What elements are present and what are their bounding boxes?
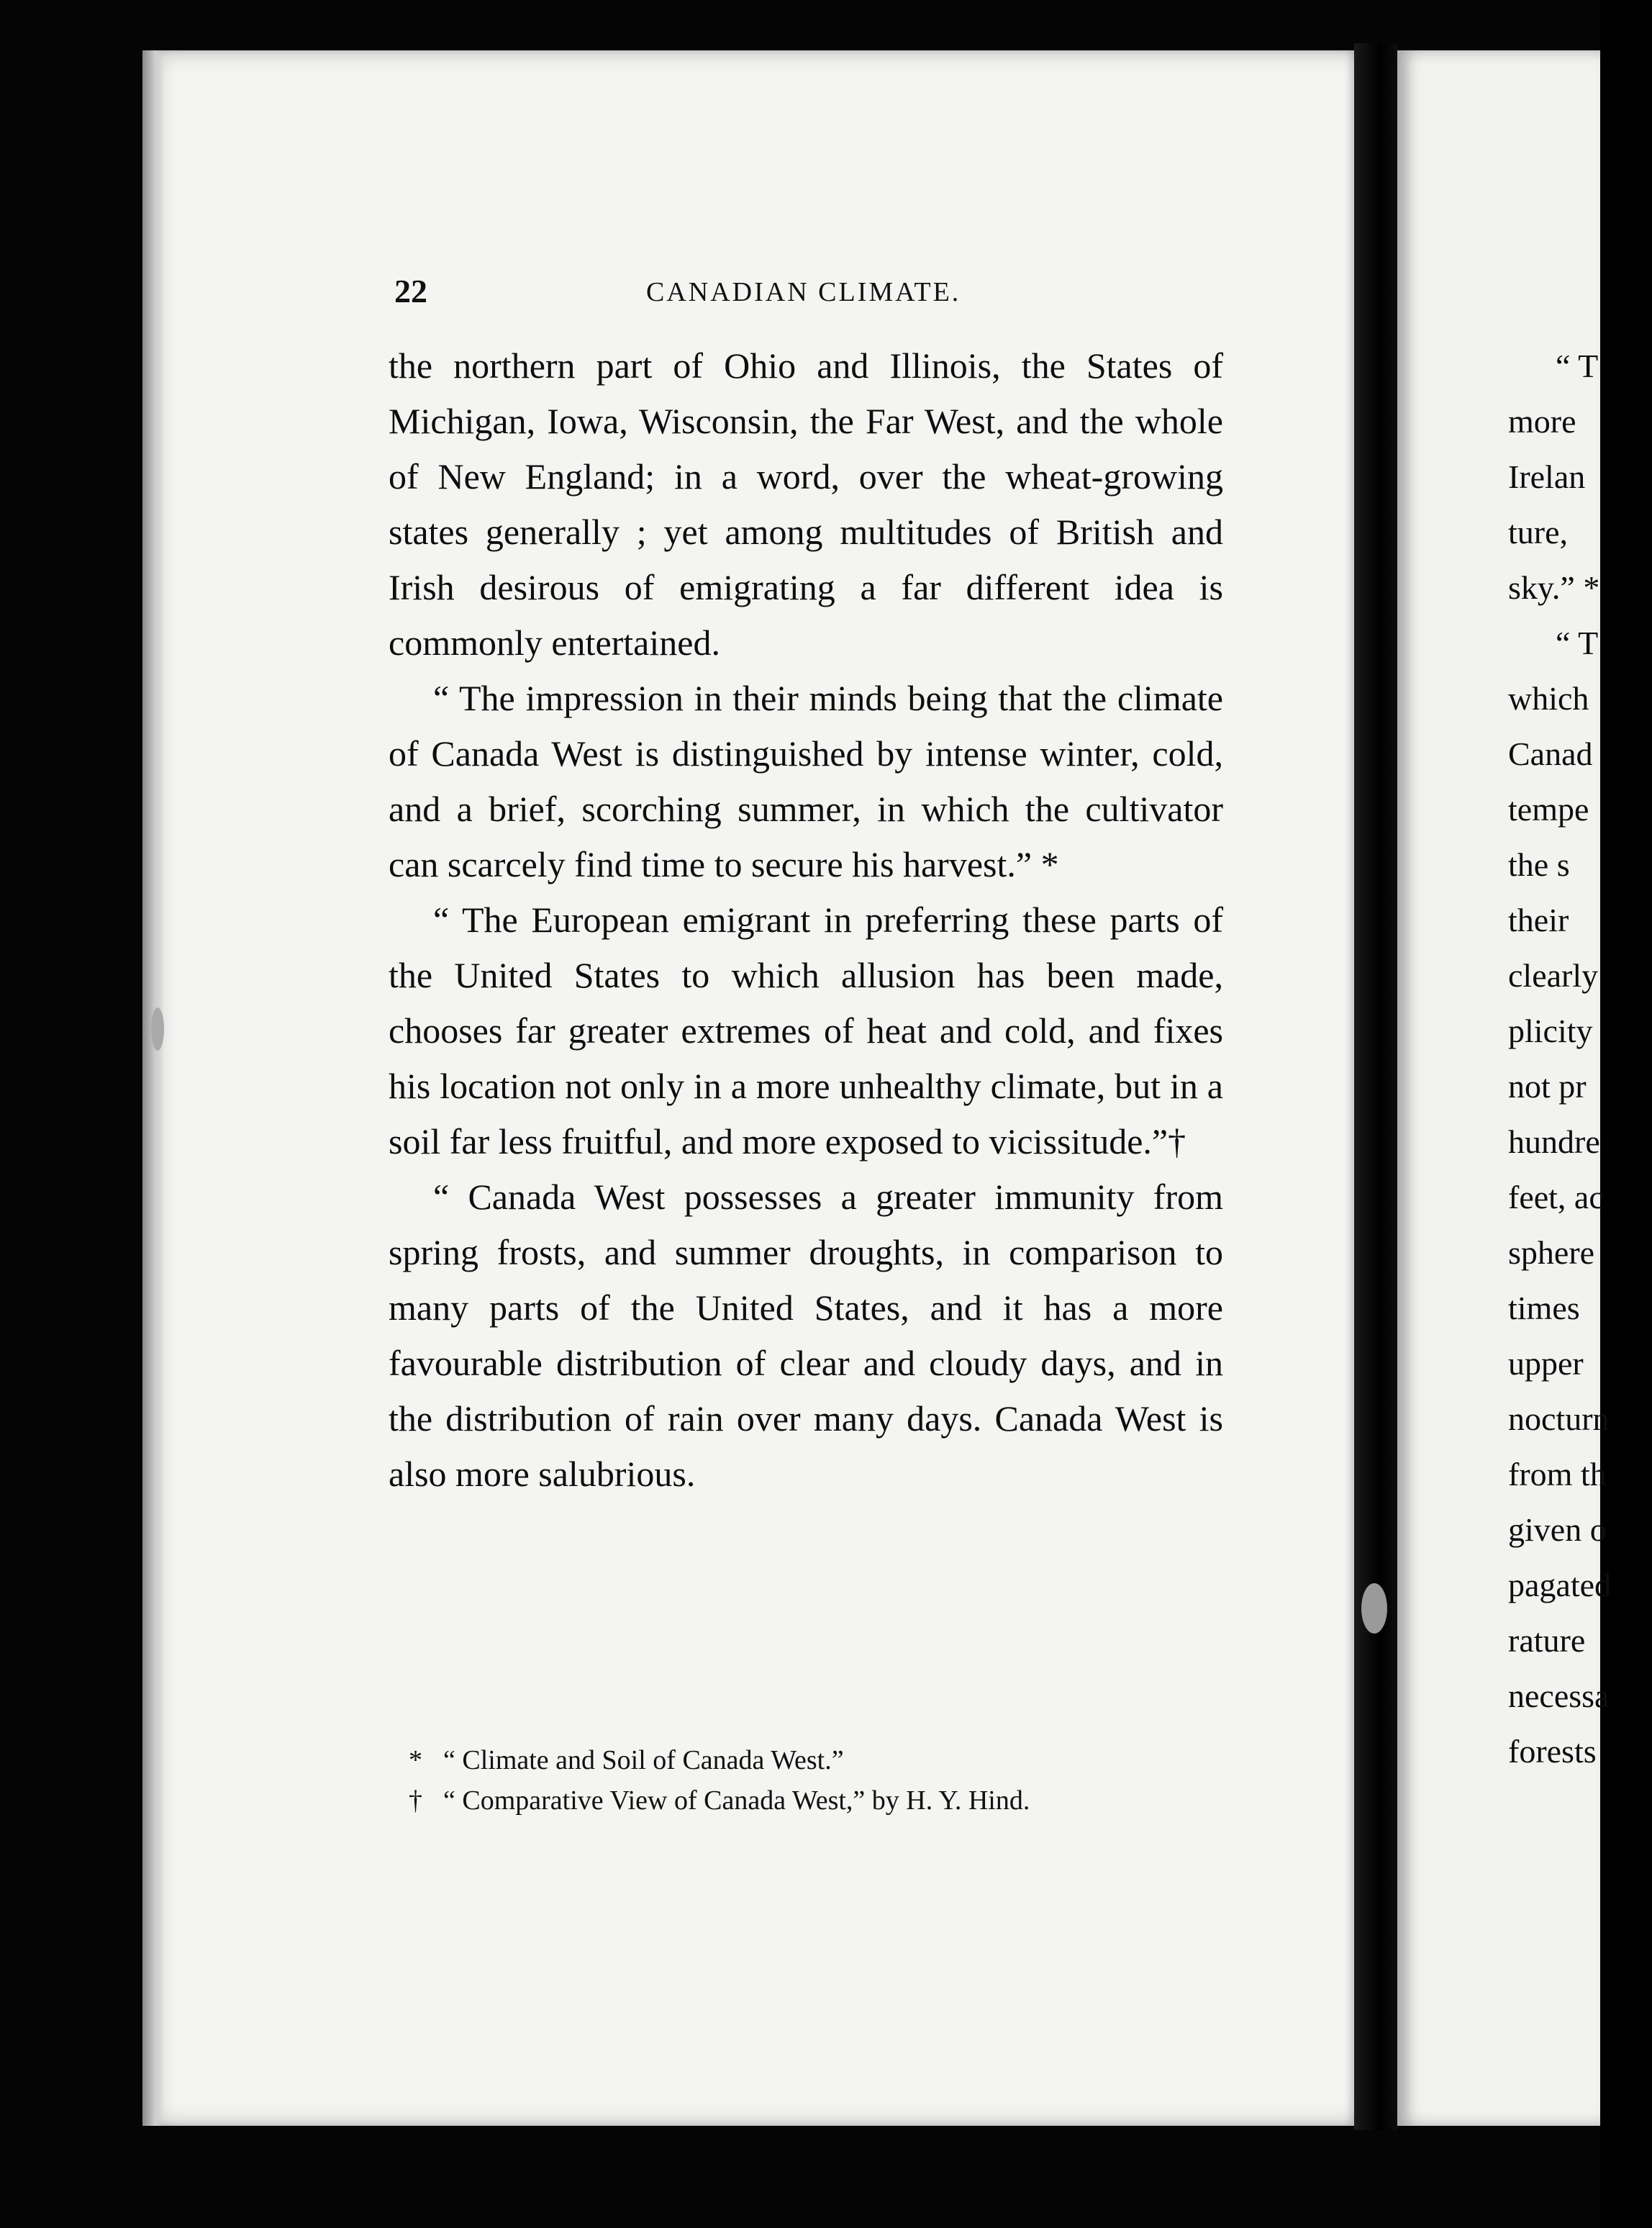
footnotes	[409, 1740, 1229, 1821]
page-number: 22	[394, 273, 427, 309]
right-line: feet, ac	[1508, 1179, 1604, 1215]
right-line: from th	[1508, 1456, 1607, 1493]
paragraph-1: the northern part of Ohio and Illinois, the States of Michigan, Iowa, Wisconsin, the Far West, and the whole of New England; in a word, over the wheat-growing states generally ; yet among multitudes of British and Irish desirous of emigrating a far different idea is commonly entertained.	[389, 345, 1223, 663]
right-line: nocturn	[1508, 1400, 1610, 1437]
right-line: not pr	[1508, 1068, 1587, 1105]
footnote-2	[409, 1780, 1229, 1821]
right-line: tempe	[1508, 791, 1589, 828]
right-line: sphere	[1508, 1234, 1595, 1271]
body-text	[389, 338, 1223, 1502]
right-line: upper	[1508, 1345, 1584, 1382]
right-line: Irelan	[1508, 458, 1586, 495]
paragraph-4: “ Canada West possesses a greater immunity from spring frosts, and summer droughts, in comparison to many parts of the United States, and it has a more favourable distribution of clear and cloudy days, and in the distribution of rain over many days. Canada West is also more salubrious.	[389, 1177, 1223, 1494]
right-line: “ T	[1556, 348, 1599, 384]
right-page-text	[1508, 338, 1652, 1779]
right-line: their	[1508, 902, 1569, 938]
page-edge-shadow	[142, 50, 164, 2126]
right-line: sky.” *	[1508, 569, 1600, 606]
right-line: forests	[1508, 1733, 1597, 1770]
right-line: given o	[1508, 1511, 1607, 1548]
right-line: ture,	[1508, 514, 1569, 551]
right-line: “ T	[1556, 625, 1599, 661]
right-line: necessa	[1508, 1677, 1610, 1714]
scan-blemish	[1361, 1583, 1387, 1634]
footnote-mark: †	[409, 1785, 422, 1816]
right-line: clearly	[1508, 957, 1599, 994]
right-line: hundre	[1508, 1123, 1600, 1160]
right-line: which	[1508, 680, 1589, 717]
right-line: more	[1508, 403, 1576, 440]
footnote-text: “ Comparative View of Canada West,” by H. Y. Hind.	[443, 1785, 1030, 1816]
footnote-1	[409, 1740, 1229, 1780]
right-line: plicity	[1508, 1013, 1593, 1049]
right-line: the s	[1508, 846, 1570, 883]
running-head	[394, 272, 1222, 315]
book-gutter	[1354, 43, 1397, 2130]
right-line: Canad	[1508, 735, 1593, 772]
scan-blemish	[151, 1007, 164, 1051]
paragraph-3: “ The European emigrant in preferring these parts of the United States to which allusion has been made, chooses far greater extremes of heat and cold, and fixes his location not only in a more unhealthy climate, but in a soil far less fruitful, and more exposed to vicissitude.”†	[389, 900, 1223, 1161]
paragraph-2: “ The impression in their minds being that the climate of Canada West is distinguished by intense winter, cold, and a brief, scorching summer, in which the cultivator can scarcely find time to secure his harvest.” *	[389, 678, 1223, 884]
right-line: times	[1508, 1290, 1580, 1326]
running-head-title: CANADIAN CLIMATE.	[646, 277, 961, 307]
footnote-mark: *	[409, 1745, 422, 1775]
right-line: rature	[1508, 1622, 1586, 1659]
footnote-text: “ Climate and Soil of Canada West.”	[443, 1745, 844, 1775]
right-line: pagated	[1508, 1567, 1612, 1603]
